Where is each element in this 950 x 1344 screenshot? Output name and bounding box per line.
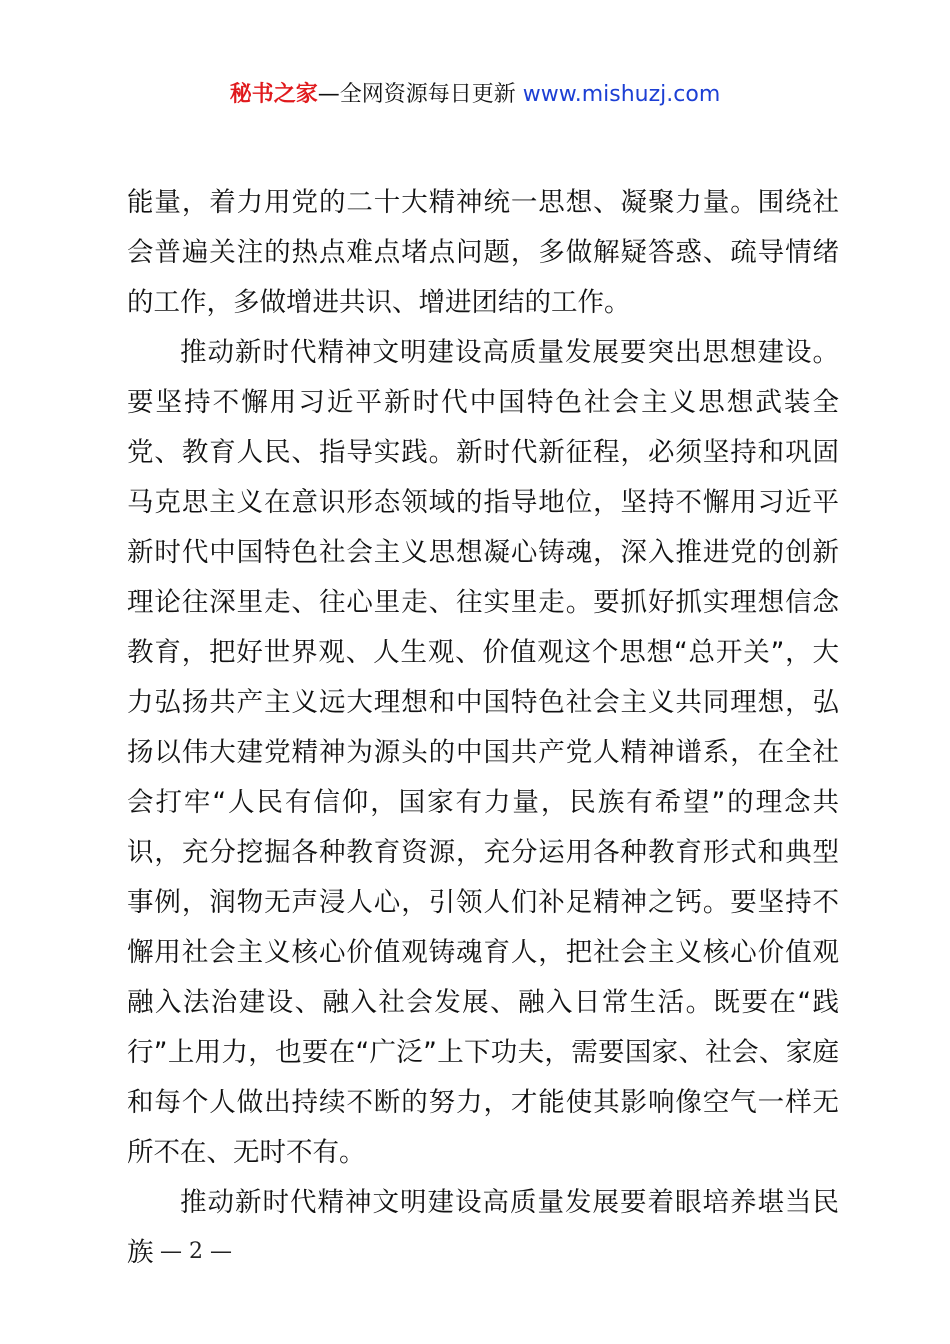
document-body xyxy=(127,178,839,1278)
header-tagline: —全网资源每日更新 xyxy=(317,82,516,107)
brand-name: 秘书之家 xyxy=(229,82,318,107)
paragraph-ideological-building: 推动新时代精神文明建设高质量发展要突出思想建设。要坚持不懈用习近平新时代中国特色社会主义思想武装全党、教育人民、指导实践。新时代新征程，必须坚持和巩固马克思主义在意识形态领域的指导地位，坚持不懈用习近平新时代中国特色社会主义思想凝心铸魂，深入推进党的创新理论往深里走、往心里走、往实里走。要抓好抓实理想信念教育，把好世界观、人生观、价值观这个思想“总开关”，大力弘扬共产主义远大理想和中国特色社会主义共同理想，弘扬以伟大建党精神为源头的中国共产党人精神谱系，在全社会打牢“人民有信仰，国家有力量，民族有希望”的理念共识，充分挖掘各种教育资源，充分运用各种教育形式和典型事例，润物无声浸人心，引领人们补足精神之钙。要坚持不懈用社会主义核心价值观铸魂育人，把社会主义核心价值观融入法治建设、融入社会发展、融入日常生活。既要在“践行”上用力，也要在“广泛”上下功夫，需要国家、社会、家庭和每个人做出持续不断的努力，才能使其影响像空气一样无所不在、无时不有。 xyxy=(127,337,839,1168)
site-link[interactable]: www.mishuzj.com xyxy=(522,82,721,107)
page-number: — 2 — xyxy=(160,1239,232,1264)
paragraph-next-section: 推动新时代精神文明建设高质量发展要着眼培养堪当民族 xyxy=(127,1187,839,1268)
paragraph-continued: 能量，着力用党的二十大精神统一思想、凝聚力量。围绕社会普遍关注的热点难点堵点问题，多做解疑答惑、疏导情绪的工作，多做增进共识、增进团结的工作。 xyxy=(127,187,839,318)
site-header xyxy=(0,78,950,112)
